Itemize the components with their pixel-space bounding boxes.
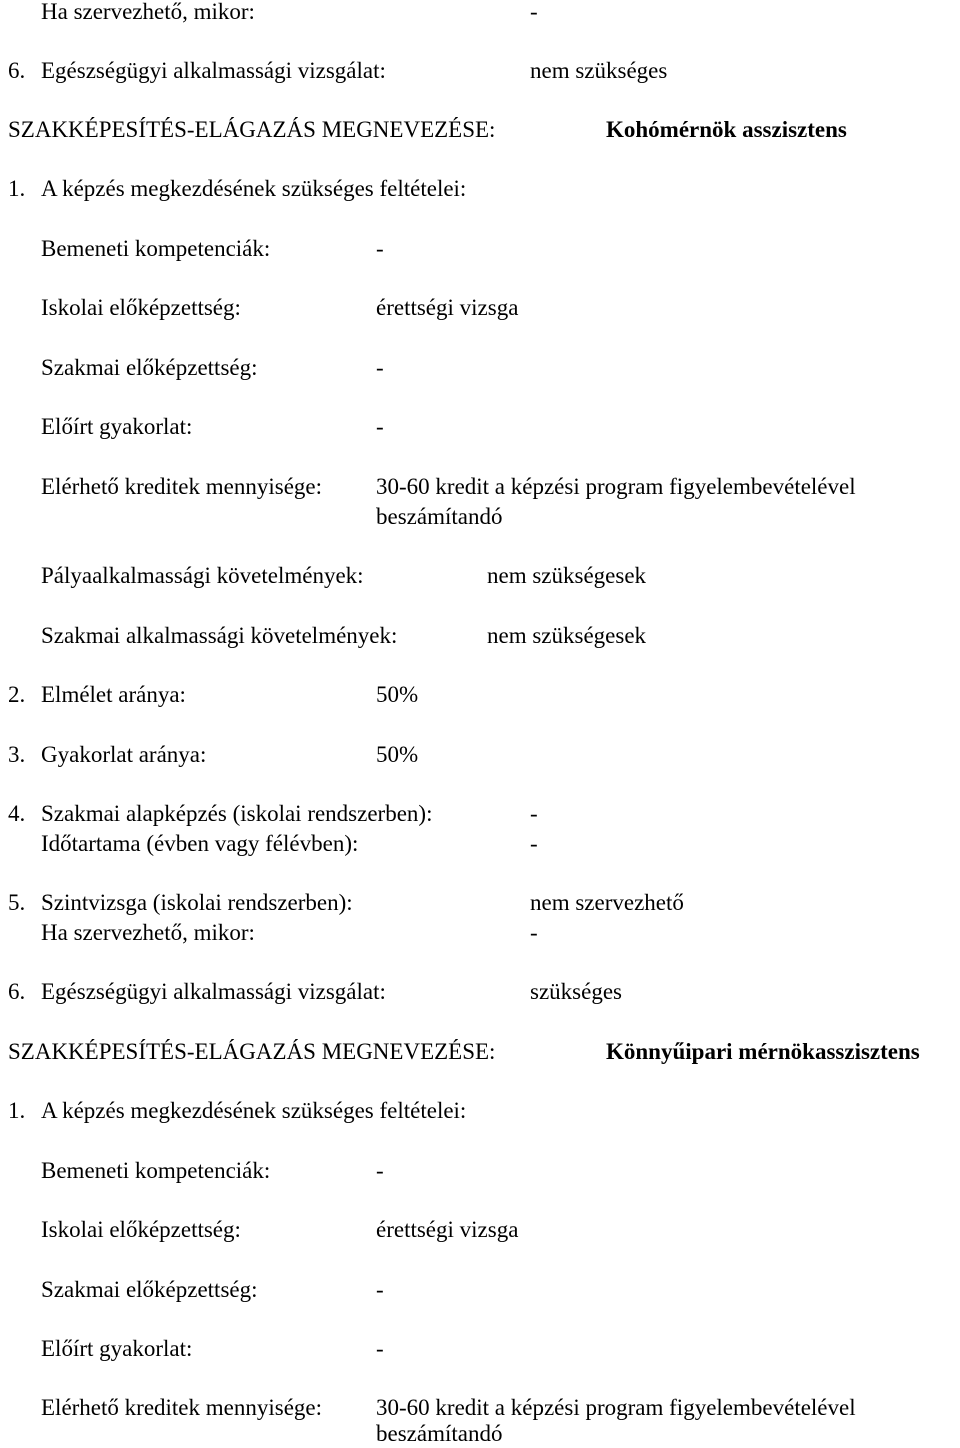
- section-1-number: 1.: [8, 1098, 26, 1123]
- section-6-label: Egészségügyi alkalmassági vizsgálat:: [41, 58, 386, 83]
- section-2-number: 2.: [8, 682, 26, 707]
- szakmai-elokepzettseg-label: Szakmai előképzettség:: [41, 355, 258, 380]
- branch-name: Könnyűipari mérnökasszisztens: [606, 1039, 920, 1064]
- section-6-number: 6.: [8, 58, 26, 83]
- section-1-label: A képzés megkezdésének szükséges feltételei:: [41, 1098, 467, 1123]
- eloirt-gyakorlat-label: Előírt gyakorlat:: [41, 1336, 193, 1361]
- section-3-value: 50%: [376, 742, 419, 767]
- section-2-value: 50%: [376, 682, 419, 707]
- branch-heading: SZAKKÉPESÍTÉS-ELÁGAZÁS MEGNEVEZÉSE:: [8, 1039, 496, 1064]
- szakmai-elokepzettseg-value: -: [376, 1277, 384, 1302]
- iskolai-label: Iskolai előképzettség:: [41, 295, 241, 320]
- section-6-number: 6.: [8, 979, 26, 1004]
- bemeneti-label: Bemeneti kompetenciák:: [41, 236, 271, 261]
- bemeneti-value: -: [376, 1158, 384, 1183]
- iskolai-value: érettségi vizsga: [376, 1217, 519, 1242]
- section-4-value: -: [530, 801, 538, 826]
- section-6-value: szükséges: [530, 979, 622, 1004]
- section-6-value: nem szükséges: [530, 58, 668, 83]
- branch-name: Kohómérnök asszisztens: [606, 117, 847, 142]
- kredit-value-cont: beszámítandó: [376, 504, 503, 529]
- iskolai-value: érettségi vizsga: [376, 295, 519, 320]
- ha-szervezheto-label: Ha szervezhető, mikor:: [41, 0, 255, 24]
- section-4-label: Szakmai alapképzés (iskolai rendszerben):: [41, 801, 433, 826]
- idotartam-label: Időtartama (évben vagy félévben):: [41, 831, 359, 856]
- section-3-label: Gyakorlat aránya:: [41, 742, 207, 767]
- section-2-label: Elmélet aránya:: [41, 682, 186, 707]
- kredit-value: 30-60 kredit a képzési program figyelembevételével: [376, 474, 856, 499]
- eloirt-gyakorlat-label: Előírt gyakorlat:: [41, 414, 193, 439]
- bemeneti-value: -: [376, 236, 384, 261]
- section-5-number: 5.: [8, 890, 26, 915]
- section-4-number: 4.: [8, 801, 26, 826]
- bemeneti-label: Bemeneti kompetenciák:: [41, 1158, 271, 1183]
- kredit-label: Elérhető kreditek mennyisége:: [41, 1395, 323, 1420]
- ha-szervezheto-value: -: [530, 0, 538, 24]
- section-5-label: Szintvizsga (iskolai rendszerben):: [41, 890, 353, 915]
- szakmai-elokepzettseg-value: -: [376, 355, 384, 380]
- section-3-number: 3.: [8, 742, 26, 767]
- eloirt-gyakorlat-value: -: [376, 414, 384, 439]
- palyaalkalmassagi-value: nem szükségesek: [487, 563, 647, 588]
- ha-szervezheto-value: -: [530, 920, 538, 945]
- idotartam-value: -: [530, 831, 538, 856]
- kredit-value: 30-60 kredit a képzési program figyelembevételével: [376, 1395, 856, 1420]
- szakmai-elokepzettseg-label: Szakmai előképzettség:: [41, 1277, 258, 1302]
- section-6-label: Egészségügyi alkalmassági vizsgálat:: [41, 979, 386, 1004]
- palyaalkalmassagi-label: Pályaalkalmassági követelmények:: [41, 563, 364, 588]
- section-1-label: A képzés megkezdésének szükséges feltételei:: [41, 176, 467, 201]
- kredit-label: Elérhető kreditek mennyisége:: [41, 474, 323, 499]
- szakmai-alkalmassagi-value: nem szükségesek: [487, 623, 647, 648]
- section-1-number: 1.: [8, 176, 26, 201]
- iskolai-label: Iskolai előképzettség:: [41, 1217, 241, 1242]
- branch-heading: SZAKKÉPESÍTÉS-ELÁGAZÁS MEGNEVEZÉSE:: [8, 117, 496, 142]
- kredit-value-cont: beszámítandó: [376, 1421, 503, 1446]
- section-5-value: nem szervezhető: [530, 890, 684, 915]
- szakmai-alkalmassagi-label: Szakmai alkalmassági követelmények:: [41, 623, 398, 648]
- eloirt-gyakorlat-value: -: [376, 1336, 384, 1361]
- ha-szervezheto-label: Ha szervezhető, mikor:: [41, 920, 255, 945]
